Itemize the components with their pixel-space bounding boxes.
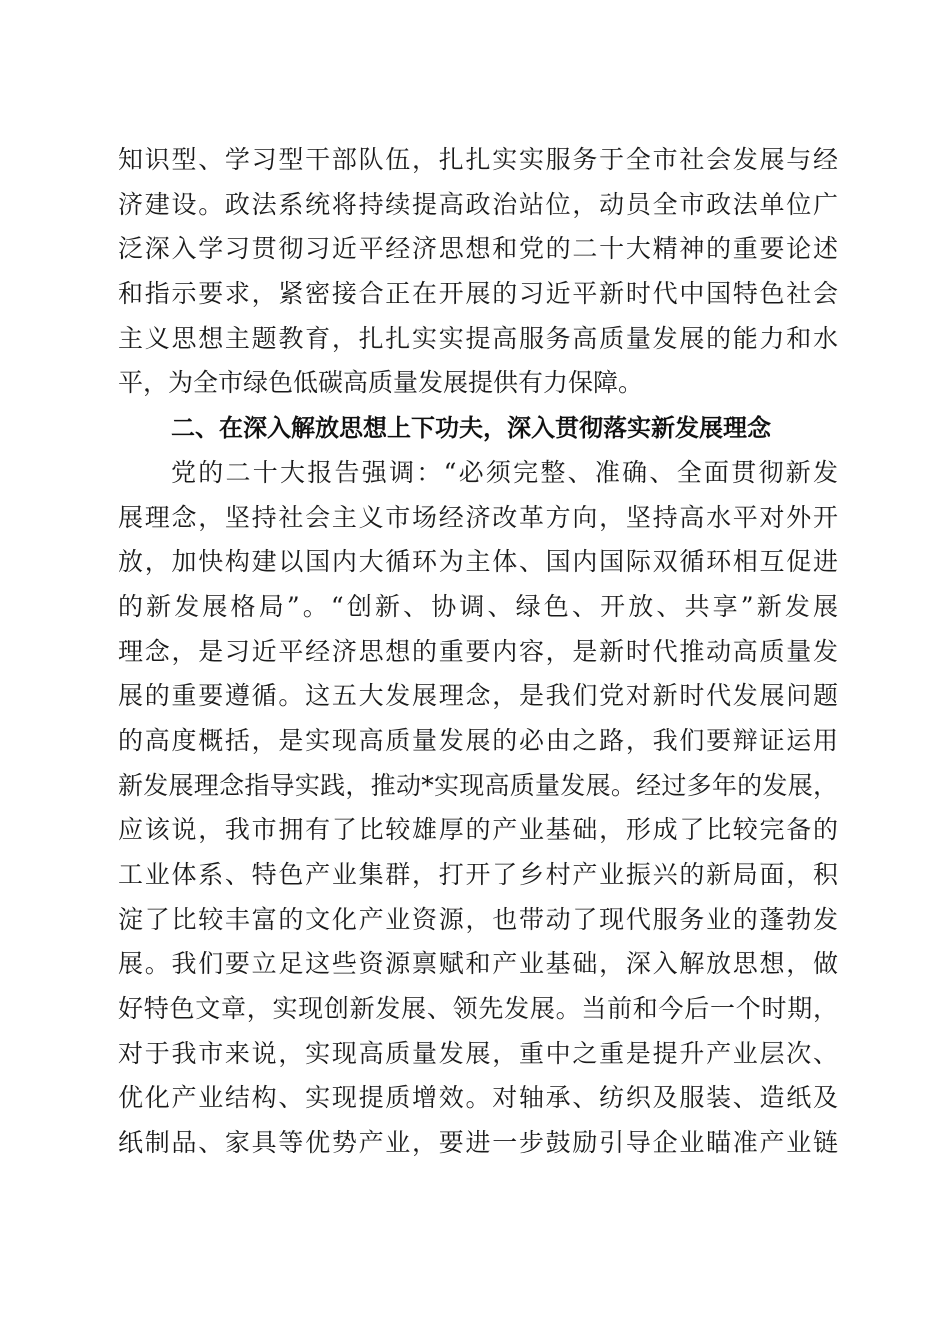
paragraph-line: 理念，是习近平经济思想的重要内容，是新时代推动高质量发 (118, 636, 838, 666)
paragraph-line: 展理念，坚持社会主义市场经济改革方向，坚持高水平对外开 (118, 502, 838, 532)
paragraph-line: 淀了比较丰富的文化产业资源，也带动了现代服务业的蓬勃发 (118, 904, 838, 934)
paragraph-line: 的高度概括，是实现高质量发展的必由之路，我们要辩证运用 (118, 725, 838, 755)
document-body (118, 138, 838, 1166)
paragraph-line: 和指示要求，紧密接合正在开展的习近平新时代中国特色社会 (118, 279, 838, 309)
paragraph-line: 展的重要遵循。这五大发展理念，是我们党对新时代发展问题 (118, 681, 838, 711)
paragraph-line: 放，加快构建以国内大循环为主体、国内国际双循环相互促进 (118, 547, 838, 577)
paragraph-line: 应该说，我市拥有了比较雄厚的产业基础，形成了比较完备的 (118, 815, 838, 845)
paragraph-line: 泛深入学习贯彻习近平经济思想和党的二十大精神的重要论述 (118, 234, 838, 264)
paragraph-line: 展。我们要立足这些资源禀赋和产业基础，深入解放思想，做 (118, 949, 838, 979)
paragraph-line: 党的二十大报告强调：“必须完整、准确、全面贯彻新发 (171, 457, 838, 487)
paragraph-line: 好特色文章，实现创新发展、领先发展。当前和今后一个时期， (118, 994, 838, 1024)
paragraph-continued (118, 138, 838, 406)
paragraph-line: 济建设。政法系统将持续提高政治站位，动员全市政法单位广 (118, 189, 838, 219)
paragraph-line: 新发展理念指导实践，推动*实现高质量发展。经过多年的发展， (118, 770, 838, 800)
paragraph-line: 工业体系、特色产业集群，打开了乡村产业振兴的新局面，积 (118, 860, 838, 889)
paragraph-line: 的新发展格局”。“创新、协调、绿色、开放、共享”新发展 (118, 591, 838, 621)
paragraph-line: 对于我市来说，实现高质量发展，重中之重是提升产业层次、 (118, 1038, 838, 1068)
section-heading: 二、在深入解放思想上下功夫，深入贯彻落实新发展理念 (171, 414, 771, 443)
paragraph-line: 主义思想主题教育，扎扎实实提高服务高质量发展的能力和水 (118, 323, 838, 353)
paragraph-line: 知识型、学习型干部队伍，扎扎实实服务于全市社会发展与经 (118, 145, 838, 174)
paragraph-line: 平，为全市绿色低碳高质量发展提供有力保障。 (118, 368, 644, 398)
paragraph-main (118, 451, 838, 1166)
paragraph-line: 纸制品、家具等优势产业，要进一步鼓励引导企业瞄准产业链 (118, 1128, 838, 1158)
paragraph-line: 优化产业结构、实现提质增效。对轴承、纺织及服装、造纸及 (118, 1083, 838, 1113)
